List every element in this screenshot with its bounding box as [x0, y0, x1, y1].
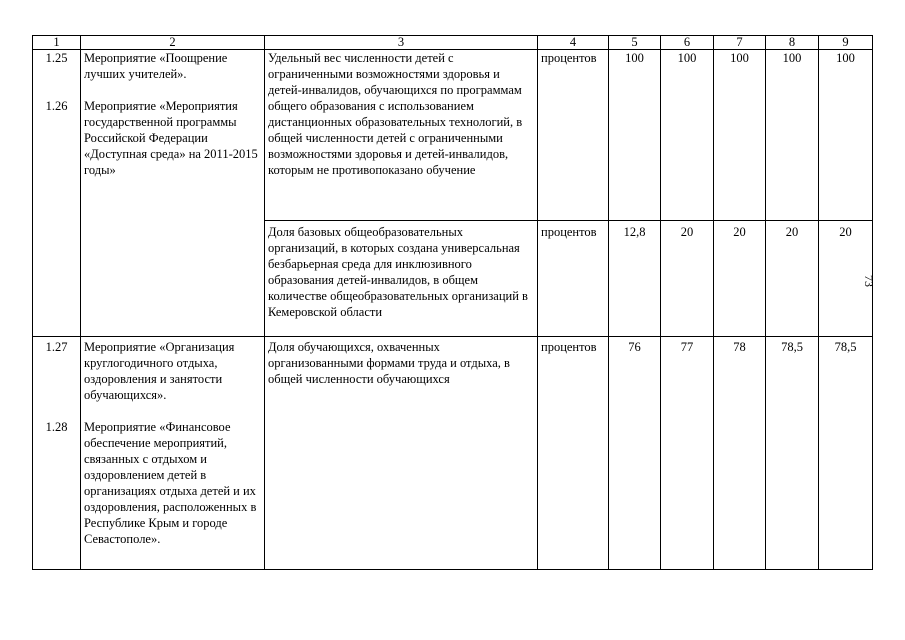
row-number-cell — [33, 50, 81, 337]
value-cell: 76 — [609, 337, 661, 570]
page-number: 73 — [862, 275, 876, 287]
value-cell: 100 — [714, 50, 766, 221]
measure-text: Мероприятие «Финансовое обеспечение мероприятий, связанных с отдыхом и оздоровлением детей в организациях отдыха детей и их оздоровления, расположенных в Республике Крым и городе Севастополе». — [84, 420, 257, 546]
measure-text: Мероприятие «Поощрение лучших учителей». — [84, 51, 228, 81]
indicator-unit: процентов — [538, 50, 609, 221]
value-cell: 20 — [714, 221, 766, 337]
value-cell: 77 — [661, 337, 714, 570]
measure-text: Мероприятие «Мероприятия государственной программы Российской Федерации «Доступная среда» на 2011-2015 годы» — [84, 99, 258, 177]
row-number: 1.28 — [45, 420, 68, 434]
measure-cell — [81, 337, 265, 570]
header-cell: 7 — [714, 36, 766, 50]
header-cell: 1 — [33, 36, 81, 50]
row-number-cell — [33, 337, 81, 570]
measure-cell — [81, 50, 265, 337]
value-cell: 100 — [609, 50, 661, 221]
row-number: 1.25 — [45, 51, 68, 65]
indicator-text: Доля базовых общеобразовательных организаций, в которых создана универсальная безбарьерная среда для инклюзивного образования детей-инвалидов, в общем количестве общеобразовательных организаций в Кемеровской области — [265, 221, 538, 337]
header-cell: 4 — [538, 36, 609, 50]
header-cell: 5 — [609, 36, 661, 50]
value-cell: 20 — [766, 221, 819, 337]
indicator-text: Доля обучающихся, охваченных организованными формами труда и отдыха, в общей численности обучающихся — [265, 337, 538, 570]
header-cell: 3 — [265, 36, 538, 50]
value-cell: 78,5 — [819, 337, 873, 570]
table-row — [33, 50, 873, 221]
measure-text: Мероприятие «Организация круглогодичного отдыха, оздоровления и занятости обучающихся». — [84, 340, 235, 402]
indicators-table — [32, 35, 873, 570]
header-cell: 2 — [81, 36, 265, 50]
value-cell: 20 — [661, 221, 714, 337]
value-cell: 78,5 — [766, 337, 819, 570]
value-cell: 100 — [766, 50, 819, 221]
indicator-unit: процентов — [538, 337, 609, 570]
value-cell: 100 — [661, 50, 714, 221]
value-cell: 12,8 — [609, 221, 661, 337]
indicator-text: Удельный вес численности детей с ограниченными возможностями здоровья и детей-инвалидов, обучающихся по программам общего образования с использованием дистанционных образовательных технологий, в общей численности детей с ограниченными возможностями здоровья и детей-инвалидов, которым не противопоказано обучение — [265, 50, 538, 221]
table-row — [33, 337, 873, 570]
header-row — [33, 36, 873, 50]
value-cell: 20 — [819, 221, 873, 337]
indicator-unit: процентов — [538, 221, 609, 337]
value-cell: 100 — [819, 50, 873, 221]
row-number: 1.26 — [45, 99, 68, 113]
header-cell: 6 — [661, 36, 714, 50]
header-cell: 8 — [766, 36, 819, 50]
value-cell: 78 — [714, 337, 766, 570]
row-number: 1.27 — [45, 340, 68, 354]
header-cell: 9 — [819, 36, 873, 50]
